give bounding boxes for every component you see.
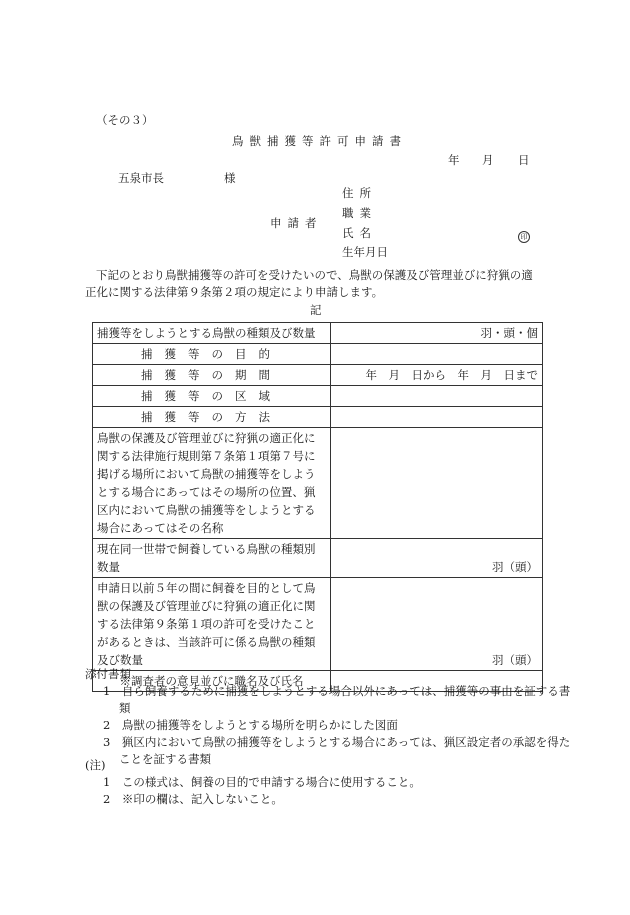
table-cell-label: 捕獲等の期間 xyxy=(93,365,331,386)
table-cell-value: 羽（頭） xyxy=(331,578,543,671)
honorific: 様 xyxy=(224,171,236,185)
table-row xyxy=(93,386,543,407)
application-table xyxy=(92,322,543,692)
date-month-label: 月 xyxy=(482,153,494,167)
table-cell-value: 羽・頭・個 xyxy=(331,323,543,344)
table-cell-label: 鳥獣の保護及び管理並びに狩猟の適正化に関する法律施行規則第７条第１項第７号に掲げる場所において鳥獣の捕獲等をしようとする場合にあってはその場所の位置、猟区内において鳥獣の捕獲等をしようとする場合にあってはその名称 xyxy=(93,428,331,539)
ki-label: 記 xyxy=(310,303,322,317)
table-cell-label: 現在同一世帯で飼養している鳥獣の種類別数量 xyxy=(93,539,331,578)
table-cell-value: 羽（頭） xyxy=(331,539,543,578)
attachments-section xyxy=(85,666,579,768)
note-item: 1 この様式は、飼養の目的で申請する場合に使用すること。 xyxy=(103,775,421,789)
attachments-heading: 添付書類 xyxy=(85,667,131,681)
occupation-label: 職業 xyxy=(342,206,377,220)
page-title: 鳥獣捕獲等許可申請書 xyxy=(232,134,407,148)
body-line-2: 正化に関する法律第９条第２項の規定により申請します。 xyxy=(85,285,384,299)
table-cell-label: 捕獲等の目的 xyxy=(93,344,331,365)
note-item: 2 ※印の欄は、記入しないこと。 xyxy=(103,792,283,806)
table-cell-label: 捕獲等をしようとする鳥獣の種類及び数量 xyxy=(93,323,331,344)
table-row xyxy=(93,578,543,671)
form-number: （その３） xyxy=(96,113,154,127)
attachment-item: 1 自ら飼養するために捕獲をしようとする場合以外にあっては、捕獲等の事由を証する書類 xyxy=(103,684,571,715)
table-cell-value xyxy=(331,428,543,539)
table-row xyxy=(93,344,543,365)
addressee: 五泉市長 xyxy=(118,171,164,185)
birthdate-label: 生年月日 xyxy=(342,245,388,259)
table-cell-label: 申請日以前５年の間に飼養を目的として鳥獣の保護及び管理並びに狩猟の適正化に関する法律第９条第１項の許可を受けたことがあるときは、当該許可に係る鳥獣の種類及び数量 xyxy=(93,578,331,671)
table-cell-label: 捕獲等の区域 xyxy=(93,386,331,407)
table-cell-label: ※調査者の意見並びに職名及び氏名 xyxy=(93,671,331,692)
table-row xyxy=(93,365,543,386)
table-row xyxy=(93,428,543,539)
body-line-1: 下記のとおり鳥獣捕獲等の許可を受けたいので、鳥獣の保護及び管理並びに狩猟の適 xyxy=(96,268,533,282)
name-label: 氏名 xyxy=(342,226,377,240)
attachment-item: 2 鳥獣の捕獲等をしようとする場所を明らかにした図面 xyxy=(103,718,398,732)
address-label: 住所 xyxy=(342,186,377,200)
table-row xyxy=(93,539,543,578)
notes-heading: (注) xyxy=(85,758,106,772)
date-year-label: 年 xyxy=(448,153,460,167)
seal-icon xyxy=(518,227,530,243)
table-cell-value xyxy=(331,407,543,428)
table-row xyxy=(93,323,543,344)
applicant-label: 申請者 xyxy=(270,216,323,230)
seal-mark: 印 xyxy=(518,231,530,243)
table-cell-value: 年 月 日から 年 月 日まで xyxy=(331,365,543,386)
notes-section xyxy=(85,757,579,808)
table-cell-value xyxy=(331,344,543,365)
table-cell-value xyxy=(331,386,543,407)
table-row xyxy=(93,407,543,428)
table-cell-label: 捕獲等の方法 xyxy=(93,407,331,428)
date-day-label: 日 xyxy=(518,153,530,167)
attachment-item: 3 猟区内において鳥獣の捕獲等をしようとする場合にあっては、猟区設定者の承認を得たことを証する書類 xyxy=(103,735,571,766)
